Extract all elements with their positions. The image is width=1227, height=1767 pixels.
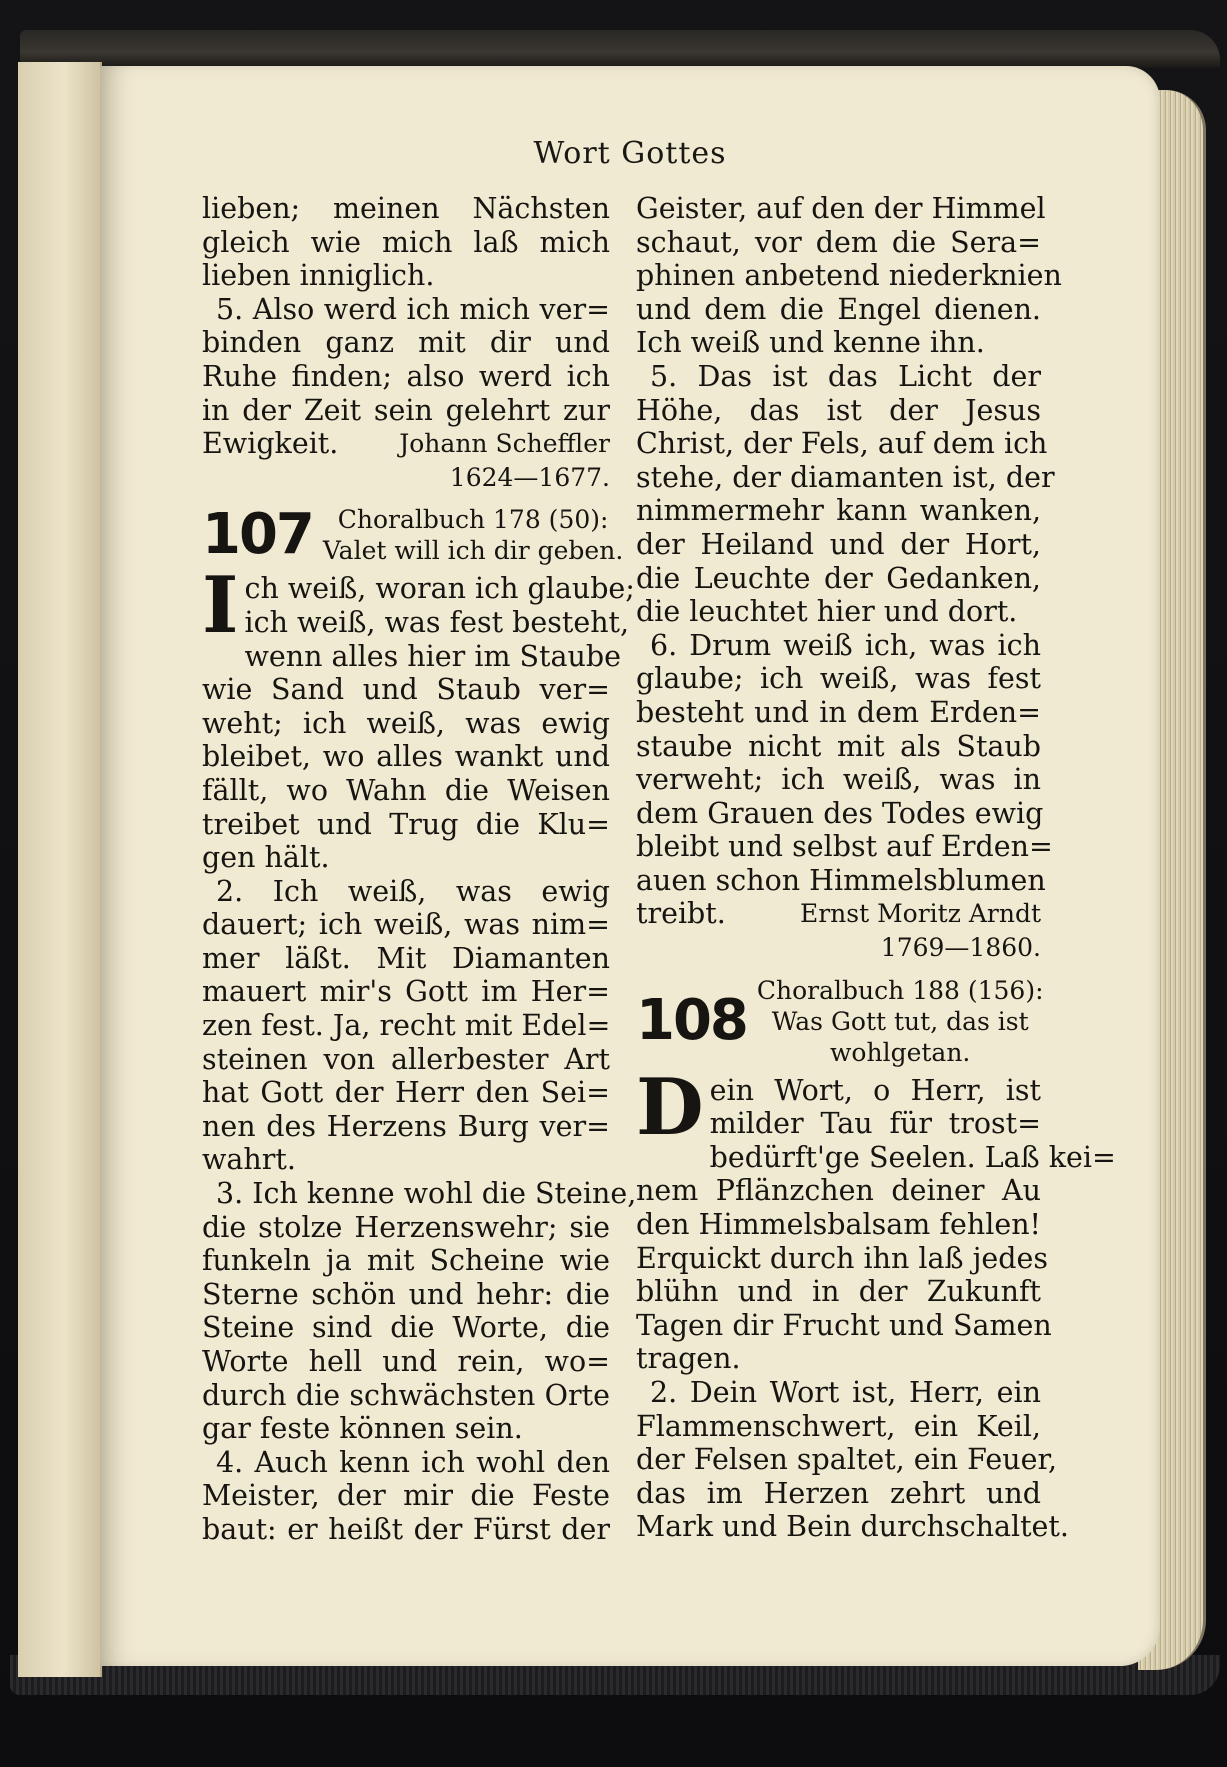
text-line: lieben; meinen Nächsten xyxy=(202,192,610,225)
text-line: funkeln ja mit Scheine wie xyxy=(202,1244,610,1278)
text-line: nen des Herzens Burg ver= xyxy=(202,1109,610,1143)
verse-5 xyxy=(202,293,610,495)
choral-reference: Choralbuch 178 (50): xyxy=(337,505,609,535)
text-line: binden ganz mit dir und xyxy=(202,326,610,360)
text-line: fällt, wo Wahn die Weisen xyxy=(202,773,610,807)
right-column xyxy=(636,192,1116,1544)
hymn-meta xyxy=(323,504,623,566)
text-line: 2. Ich weiß, was ewig xyxy=(216,874,610,908)
text-line: 2. Dein Wort ist, Herr, ein xyxy=(650,1376,1041,1409)
text-line: phinen anbetend niederknien xyxy=(636,259,1062,293)
hymn-meta xyxy=(757,975,1044,1068)
text-line: wie Sand und Staub ver= xyxy=(202,673,610,707)
text-line: das im Herzen zehrt und xyxy=(636,1476,1041,1510)
text-line: mauert mir's Gott im Her= xyxy=(202,975,610,1009)
cover-edge-top xyxy=(20,30,1220,68)
author-years: 1769—1860. xyxy=(880,933,1041,963)
text-line: tragen. xyxy=(636,1342,741,1376)
text-line: 4. Auch kenn ich wohl den xyxy=(216,1445,610,1479)
melody-name: Valet will ich dir geben. xyxy=(322,536,624,566)
continuation-lines xyxy=(636,192,1062,360)
hymn-108-verse-1 xyxy=(636,1061,1116,1376)
verse-5 xyxy=(636,359,1055,629)
verse-6 xyxy=(636,628,1053,965)
text-line: 3. Ich kenne wohl die Steine, xyxy=(216,1177,637,1211)
text-line: Mark und Bein durchschaltet. xyxy=(636,1510,1069,1544)
text-line: schaut, vor dem die Sera= xyxy=(636,225,1041,259)
text-line: den Himmelsbalsam fehlen! xyxy=(636,1208,1041,1242)
text-line: verweht; ich weiß, was in xyxy=(636,763,1041,797)
text-line: Worte hell und rein, wo= xyxy=(202,1345,610,1378)
text-line: 5. Also werd ich mich ver= xyxy=(216,292,610,326)
text-line: Sterne schön und hehr: die xyxy=(202,1277,610,1311)
running-head: Wort Gottes xyxy=(533,136,727,171)
hymn-107-header xyxy=(202,502,624,568)
drop-cap: D xyxy=(636,1061,704,1153)
text-line: weht; ich weiß, was ewig xyxy=(202,706,610,740)
text-line: Ruhe finden; also werd ich xyxy=(202,359,610,393)
text-line: treibet und Trug die Klu= xyxy=(202,807,610,841)
text-line: staube nicht mit als Staub xyxy=(636,729,1041,763)
text-line: Erquickt durch ihn laß jedes xyxy=(636,1241,1049,1275)
text-line: Tagen dir Frucht und Samen xyxy=(636,1308,1052,1342)
hymn-107-verse-3 xyxy=(202,1177,637,1446)
text-line: der Felsen spaltet, ein Feuer, xyxy=(636,1443,1058,1477)
text-line: in der Zeit sein gelehrt zur xyxy=(202,393,610,427)
text-line: hat Gott der Herr den Sei= xyxy=(202,1076,610,1110)
hymn-107-verse-2 xyxy=(202,875,610,1177)
text-line: steinen von allerbester Art xyxy=(202,1042,610,1076)
text-line: treibt. xyxy=(636,897,726,931)
text-line: nimmermehr kann wanken, xyxy=(636,494,1041,528)
melody-name: Was Gott tut, das ist xyxy=(771,1006,1029,1036)
left-column xyxy=(202,192,637,1547)
text-line: und dem die Engel dienen. xyxy=(636,292,1041,326)
text-line: dem Grauen des Todes ewig xyxy=(636,796,1044,830)
continuation-lines xyxy=(202,192,610,293)
text-line: Ewigkeit. xyxy=(202,427,339,461)
text-line: ich weiß, was fest besteht, xyxy=(244,605,630,639)
author-name: Ernst Moritz Arndt xyxy=(799,899,1041,929)
text-line: die stolze Herzenswehr; sie xyxy=(202,1210,610,1244)
text-line: Höhe, das ist der Jesus xyxy=(636,393,1041,427)
text-line: Flammenschwert, ein Keil, xyxy=(636,1409,1041,1443)
text-line: gar feste können sein. xyxy=(202,1412,523,1446)
text-line: bedürft'ge Seelen. Laß kei= xyxy=(709,1140,1116,1174)
hymn-107-verse-4 xyxy=(202,1446,610,1547)
text-line: Geister, auf den der Himmel xyxy=(636,192,1046,225)
text-line: bleibet, wo alles wankt und xyxy=(202,740,610,774)
text-line: nem Pflänzchen deiner Au xyxy=(636,1174,1041,1208)
text-line: milder Tau für trost= xyxy=(709,1107,1041,1141)
text-line: wahrt. xyxy=(202,1143,296,1177)
text-line: die Leuchte der Gedanken, xyxy=(636,561,1041,595)
text-line: Meister, der mir die Feste xyxy=(202,1479,610,1513)
hymn-number: 107 xyxy=(202,502,313,568)
text-line: stehe, der diamanten ist, der xyxy=(636,460,1055,494)
melody-name: wohlgetan. xyxy=(830,1037,971,1067)
hymn-108-verse-2 xyxy=(636,1376,1069,1544)
text-line: auen schon Himmelsblumen xyxy=(636,863,1046,897)
text-line: bleibt und selbst auf Erden= xyxy=(636,830,1053,864)
choral-reference: Choralbuch 188 (156): xyxy=(756,975,1044,1005)
text-line: gleich wie mich laß mich xyxy=(202,225,610,259)
text-line: Christ, der Fels, auf dem ich xyxy=(636,427,1048,461)
text-line: der Heiland und der Hort, xyxy=(636,527,1041,561)
hymn-number: 108 xyxy=(636,988,747,1054)
text-line: die leuchtet hier und dort. xyxy=(636,595,1018,629)
text-line: 5. Das ist das Licht der xyxy=(650,359,1041,393)
text-line: dauert; ich weiß, was nim= xyxy=(202,908,610,942)
author-line xyxy=(636,897,1041,931)
drop-cap: I xyxy=(202,560,239,652)
text-line: ch weiß, woran ich glaube; xyxy=(244,572,635,606)
text-line: Steine sind die Worte, die xyxy=(202,1311,610,1345)
text-line: wenn alles hier im Staube xyxy=(244,639,621,673)
text-line: zen fest. Ja, recht mit Edel= xyxy=(202,1009,611,1043)
author-years: 1624—1677. xyxy=(449,462,610,492)
hymn-108-header xyxy=(636,975,1044,1068)
text-line: lieben inniglich. xyxy=(202,259,435,293)
text-line: blühn und in der Zukunft xyxy=(636,1275,1041,1309)
text-line: gen hält. xyxy=(202,841,330,875)
text-line: baut: er heißt der Fürst der xyxy=(202,1512,610,1546)
text-line: mer läßt. Mit Diamanten xyxy=(202,941,610,975)
hymn-107-verse-1 xyxy=(202,560,635,875)
text-line: besteht und in dem Erden= xyxy=(636,695,1041,729)
author-line xyxy=(202,427,610,461)
text-line: 6. Drum weiß ich, was ich xyxy=(650,628,1041,662)
text-line: durch die schwächsten Orte xyxy=(202,1378,610,1412)
author-name: Johann Scheffler xyxy=(399,429,610,459)
text-line: ein Wort, o Herr, ist xyxy=(709,1073,1041,1107)
text-line: glaube; ich weiß, was fest xyxy=(636,662,1041,696)
text-line: Ich weiß und kenne ihn. xyxy=(636,326,985,360)
left-page-edge xyxy=(18,62,102,1677)
